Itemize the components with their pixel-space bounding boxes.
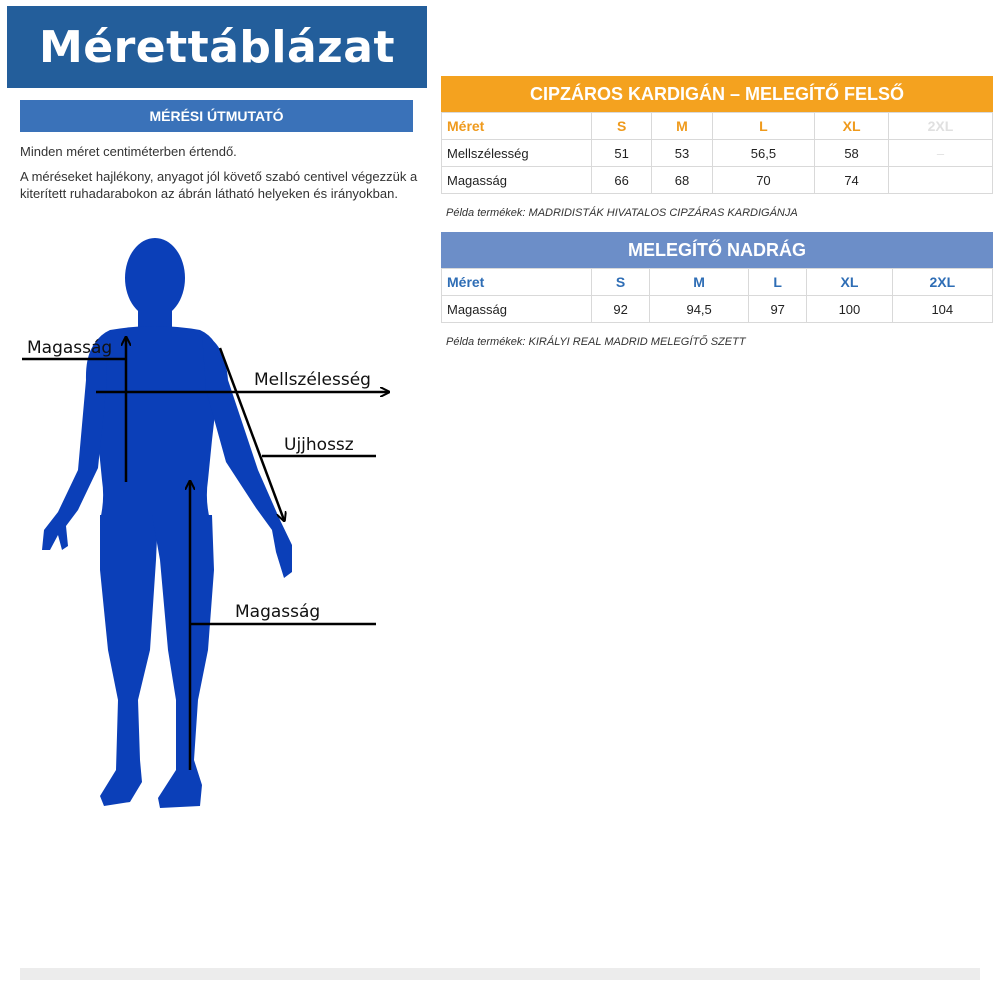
- table-header-row: [442, 113, 993, 140]
- cardigan-table-header: CIPZÁROS KARDIGÁN – MELEGÍTŐ FELSŐ: [441, 76, 993, 112]
- pants-size-table: [441, 268, 993, 323]
- measurement-guide-header: MÉRÉSI ÚTMUTATÓ: [20, 100, 413, 132]
- column-header: L: [712, 113, 815, 140]
- table-header-row: [442, 269, 993, 296]
- table-cell: 74: [815, 167, 889, 194]
- column-header: S: [592, 113, 652, 140]
- column-header: Méret: [442, 269, 592, 296]
- table-cell: 104: [892, 296, 992, 323]
- table-cell: 53: [652, 140, 712, 167]
- column-header: L: [749, 269, 807, 296]
- column-header: 2XL: [892, 269, 992, 296]
- guide-text-units: Minden méret centiméterben értendő.: [20, 144, 237, 159]
- table-cell: 56,5: [712, 140, 815, 167]
- table-cell: 68: [652, 167, 712, 194]
- table-row: [442, 140, 993, 167]
- table-cell: 92: [592, 296, 650, 323]
- table-cell: 100: [807, 296, 892, 323]
- pants-example-note: Példa termékek: KIRÁLYI REAL MADRID MELEGÍTŐ SZETT: [446, 336, 746, 348]
- cardigan-size-table: [441, 112, 993, 194]
- column-header: 2XL: [888, 113, 992, 140]
- column-header: M: [652, 113, 712, 140]
- footer-divider: [20, 968, 980, 980]
- body-measurement-figure: [0, 230, 430, 820]
- column-header: XL: [807, 269, 892, 296]
- row-label: Mellszélesség: [442, 140, 592, 167]
- table-cell: 97: [749, 296, 807, 323]
- human-silhouette-icon: [0, 230, 430, 820]
- column-header: XL: [815, 113, 889, 140]
- cardigan-example-note: Példa termékek: MADRIDISTÁK HIVATALOS CIPZÁRAS KARDIGÁNJA: [446, 207, 798, 219]
- label-chest-width: Mellszélesség: [254, 370, 371, 390]
- table-cell: [888, 167, 992, 194]
- table-cell: 51: [592, 140, 652, 167]
- label-sleeve-length: Ujjhossz: [284, 435, 354, 455]
- column-header: Méret: [442, 113, 592, 140]
- label-height-top: Magasság: [27, 338, 113, 358]
- column-header: M: [650, 269, 749, 296]
- label-height-bottom: Magasság: [235, 602, 321, 622]
- table-cell: –: [888, 140, 992, 167]
- table-row: [442, 167, 993, 194]
- column-header: S: [592, 269, 650, 296]
- pants-table-header: MELEGÍTŐ NADRÁG: [441, 232, 993, 268]
- table-cell: 94,5: [650, 296, 749, 323]
- row-label: Magasság: [442, 296, 592, 323]
- guide-text-method: A méréseket hajlékony, anyagot jól követő szabó centivel végezzük a kiterített ruhadarabokon az ábrán látható helyeken és irányokban.: [20, 169, 418, 201]
- page-title: Mérettáblázat: [7, 6, 427, 88]
- table-row: [442, 296, 993, 323]
- table-cell: 66: [592, 167, 652, 194]
- row-label: Magasság: [442, 167, 592, 194]
- table-cell: 70: [712, 167, 815, 194]
- table-cell: 58: [815, 140, 889, 167]
